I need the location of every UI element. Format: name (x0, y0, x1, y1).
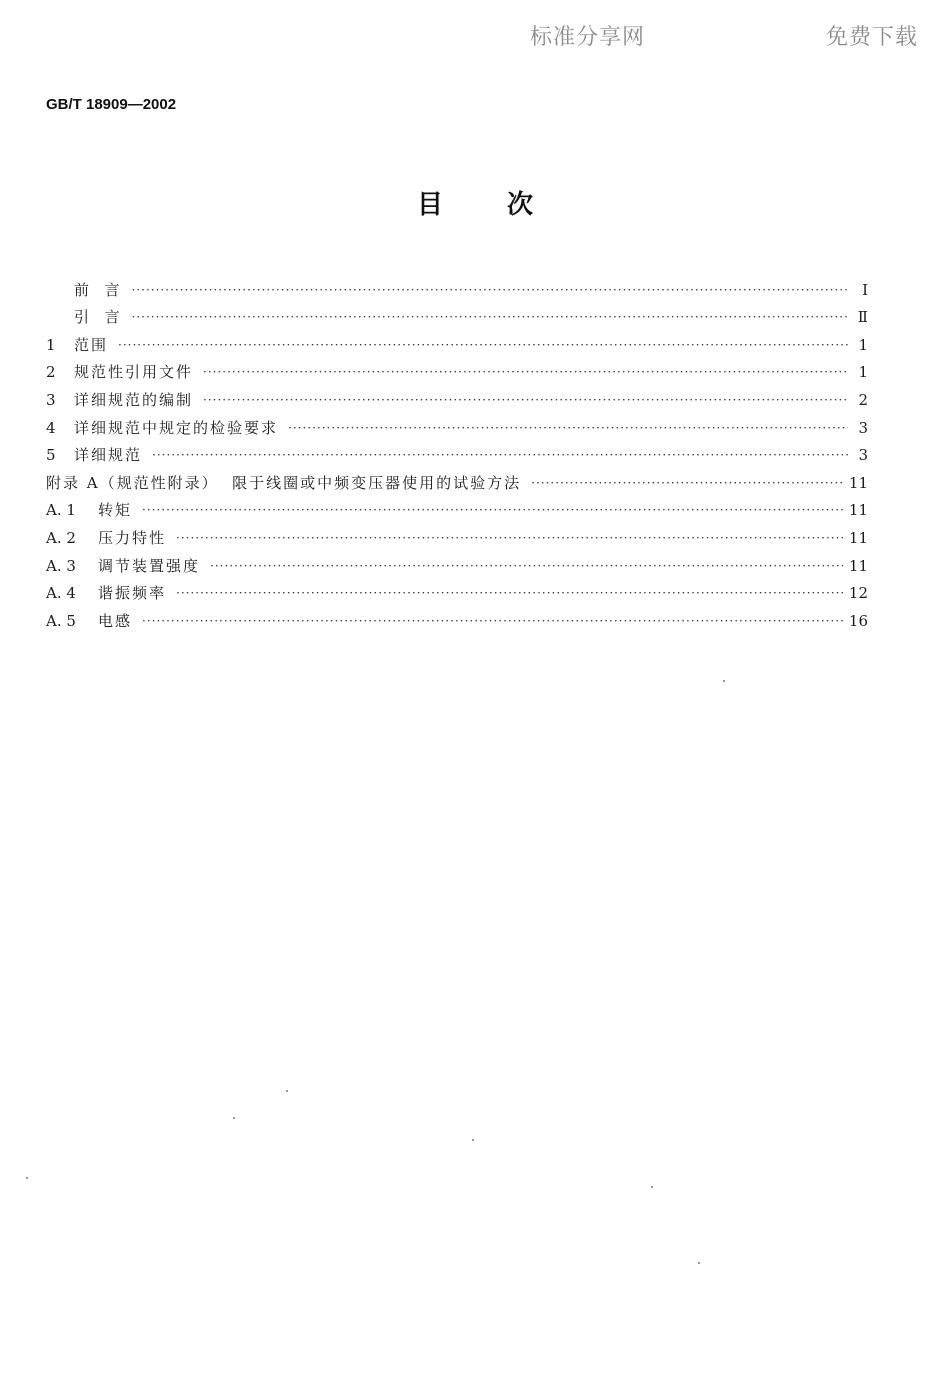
toc-entry-label: 详细规范中规定的检验要求 (74, 418, 279, 437)
toc-entry-page: 1 (858, 335, 868, 354)
table-of-contents (46, 272, 868, 631)
scan-speck (472, 1139, 474, 1141)
toc-entry-label: 详细规范 (74, 446, 143, 465)
toc-entry-page: 11 (848, 528, 868, 547)
toc-leader-dots (142, 611, 843, 631)
toc-leader-dots (288, 418, 848, 438)
toc-entry-label: 前 言 (74, 280, 122, 299)
toc-entry-page: 12 (848, 584, 868, 603)
toc-entry-5[interactable] (46, 438, 868, 466)
toc-leader-dots (203, 390, 848, 410)
toc-entry-page: 3 (858, 418, 868, 437)
page-title: 目次 (416, 190, 597, 220)
toc-entry-label: 电感 (98, 611, 133, 630)
toc-entry-label: 压力特性 (98, 528, 167, 547)
toc-entry-page: 16 (848, 611, 868, 630)
toc-entry-foreword[interactable] (46, 272, 868, 300)
toc-entry-number: A. 5 (46, 611, 76, 630)
toc-entry-label: 范围 (74, 335, 109, 354)
watermark-site-name: 标准分享网 (530, 25, 646, 50)
scan-speck (26, 1177, 28, 1179)
scan-speck (233, 1117, 235, 1119)
scan-speck (723, 680, 725, 682)
toc-entry-page: 2 (858, 390, 868, 409)
toc-entry-page: I (862, 280, 868, 299)
toc-entry-2[interactable] (46, 355, 868, 383)
toc-leader-dots (132, 307, 848, 327)
standard-code: GB/T 18909—2002 (46, 96, 177, 113)
toc-entry-a4[interactable] (46, 576, 868, 604)
watermark-free-download: 免费下载 (826, 25, 919, 50)
toc-entry-a5[interactable] (46, 603, 868, 631)
toc-entry-a3[interactable] (46, 548, 868, 576)
toc-entry-number: A. 1 (46, 501, 76, 520)
toc-entry-page: 11 (848, 556, 868, 575)
toc-entry-label: 附录 A（规范性附录） 限于线圈或中频变压器使用的试验方法 (46, 473, 522, 492)
toc-entry-annex-a[interactable] (46, 465, 868, 493)
toc-entry-number: A. 3 (46, 556, 76, 575)
toc-leader-dots (118, 335, 848, 355)
toc-entry-label: 详细规范的编制 (74, 390, 194, 409)
toc-entry-number: A. 2 (46, 528, 76, 547)
toc-leader-dots (176, 528, 843, 548)
scan-speck (286, 1090, 288, 1092)
toc-entry-1[interactable] (46, 327, 868, 355)
toc-entry-number: 5 (46, 446, 56, 465)
toc-leader-dots (152, 445, 848, 465)
scan-speck (651, 1186, 653, 1188)
toc-leader-dots (142, 500, 843, 520)
toc-leader-dots (132, 280, 848, 300)
toc-entry-4[interactable] (46, 410, 868, 438)
toc-entry-3[interactable] (46, 382, 868, 410)
toc-entry-label: 引 言 (74, 308, 122, 327)
toc-leader-dots (203, 362, 848, 382)
scan-speck (698, 1262, 700, 1264)
toc-entry-page: 1 (858, 363, 868, 382)
toc-entry-page: Ⅱ (857, 308, 868, 327)
toc-leader-dots (210, 556, 843, 576)
toc-entry-a2[interactable] (46, 520, 868, 548)
toc-entry-label: 谐振频率 (98, 584, 167, 603)
toc-entry-number: 3 (46, 390, 56, 409)
toc-entry-label: 调节装置强度 (98, 556, 201, 575)
toc-entry-label: 规范性引用文件 (74, 363, 194, 382)
toc-entry-page: 11 (848, 501, 868, 520)
toc-entry-number: 2 (46, 363, 56, 382)
toc-entry-page: 3 (858, 446, 868, 465)
toc-leader-dots (531, 473, 843, 493)
toc-entry-number: 1 (46, 335, 56, 354)
toc-entry-introduction[interactable] (46, 300, 868, 328)
toc-leader-dots (176, 583, 843, 603)
toc-entry-number: 4 (46, 418, 56, 437)
toc-entry-label: 转矩 (98, 501, 133, 520)
toc-entry-a1[interactable] (46, 493, 868, 521)
toc-entry-page: 11 (848, 473, 868, 492)
toc-entry-number: A. 4 (46, 584, 76, 603)
